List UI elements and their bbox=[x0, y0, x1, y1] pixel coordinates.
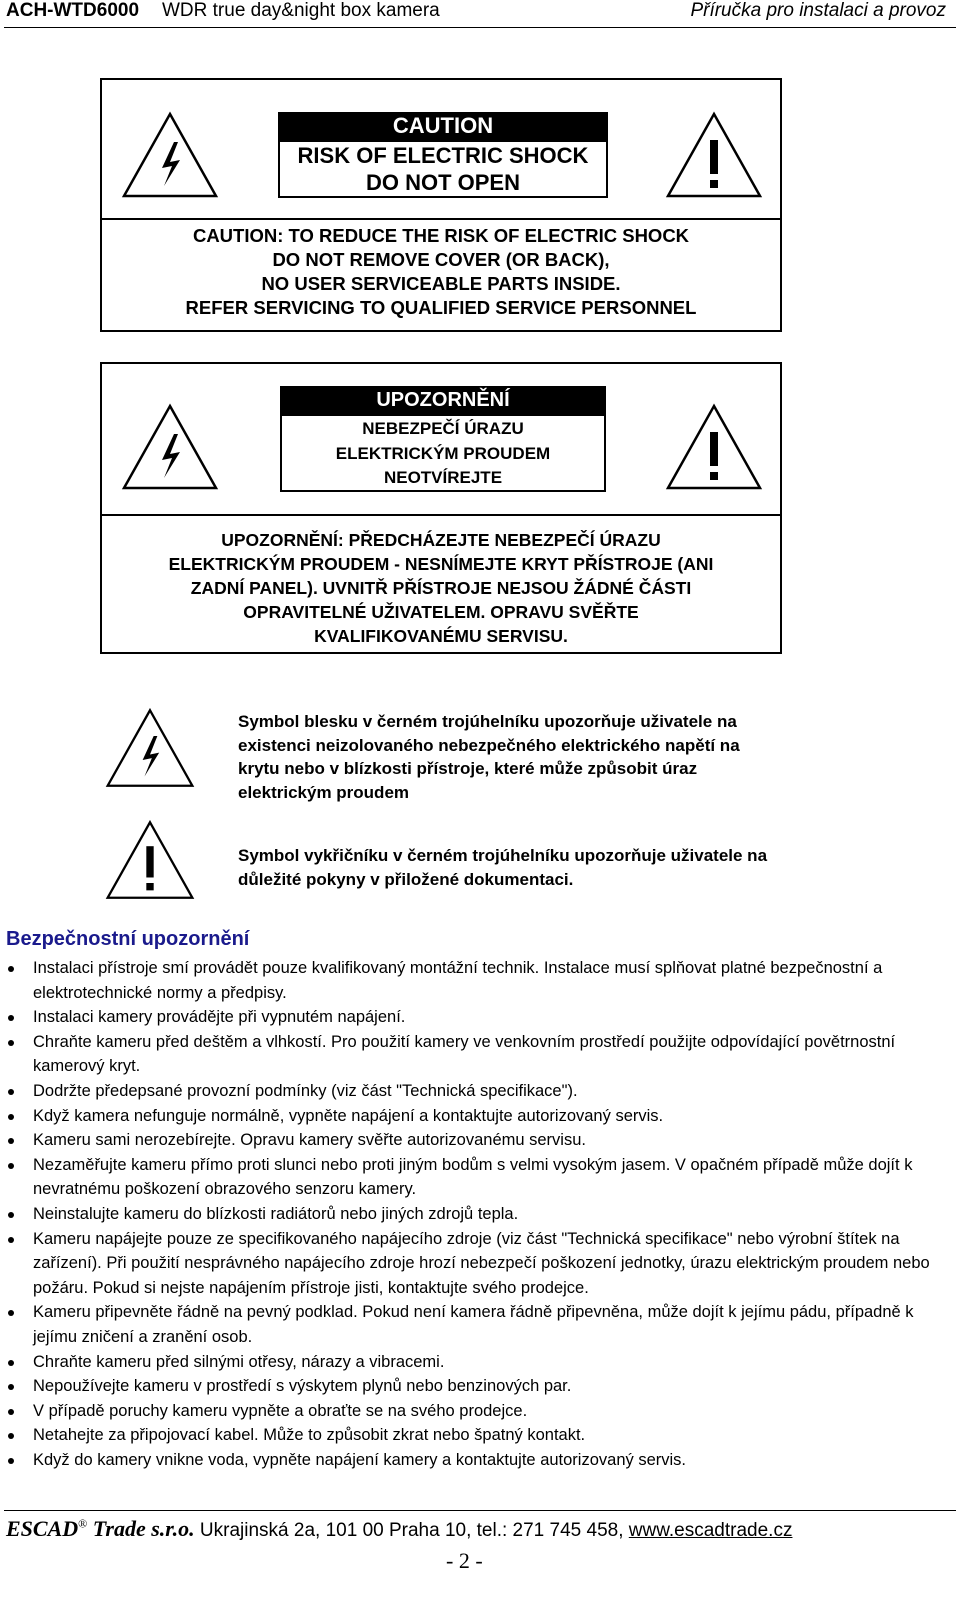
exclamation-symbol-explanation bbox=[238, 844, 767, 891]
safety-item: Kameru napájejte pouze ze specifikovaného napájecího zdroje (viz část "Technická specifikace" nebo výrobní štítek na zařízení). Při použití nesprávného napájecího zdroje hrozí nebezpečí poškození jednotky, úrazu elektrickým proudem nebo požáru. Pokud si nejste napájením přístroje jisti, kontaktujte svého prodejce. bbox=[6, 1227, 936, 1301]
lightning-warning-icon bbox=[120, 110, 220, 200]
exclamation-warning-icon bbox=[664, 402, 764, 492]
page-number: - 2 - bbox=[446, 1548, 483, 1573]
exclamation-warning-icon bbox=[104, 818, 196, 902]
caution-label-en-line: RISK OF ELECTRIC SHOCK bbox=[297, 143, 589, 168]
caution-text-en-line: DO NOT REMOVE COVER (OR BACK), bbox=[272, 249, 610, 270]
lightning-warning-icon bbox=[104, 706, 196, 790]
safety-item: Instalaci kamery provádějte při vypnutém napájení. bbox=[6, 1005, 936, 1030]
caution-text-cz-line: UPOZORNĚNÍ: PŘEDCHÁZEJTE NEBEZPEČÍ ÚRAZU bbox=[221, 530, 661, 550]
safety-item: V případě poruchy kameru vypněte a obraťte se na svého prodejce. bbox=[6, 1399, 936, 1424]
safety-item: Když kamera nefunguje normálně, vypněte napájení a kontaktujte autorizovaný servis. bbox=[6, 1104, 936, 1129]
header-rule bbox=[4, 27, 956, 28]
safety-item: Nepoužívejte kameru v prostředí s výskytem plynů nebo benzinových par. bbox=[6, 1374, 936, 1399]
safety-item: Dodržte předepsané provozní podmínky (viz část "Technická specifikace"). bbox=[6, 1079, 936, 1104]
caution-text-cz bbox=[102, 528, 780, 648]
safety-item: Chraňte kameru před deštěm a vlhkostí. Pro použití kamery ve venkovním prostředí použijte odpovídající povětrnostní kamerový kryt. bbox=[6, 1030, 936, 1079]
footer-brand: ESCAD® Trade s.r.o. bbox=[6, 1516, 195, 1541]
header-manual-title: Příručka pro instalaci a provoz bbox=[690, 0, 946, 21]
exclamation-symbol-line: Symbol vykřičníku v černém trojúhelníku upozorňuje uživatele na bbox=[238, 846, 768, 865]
lightning-symbol-line: Symbol blesku v černém trojúhelníku upozorňuje uživatele na bbox=[238, 712, 737, 731]
caution-box-en bbox=[100, 78, 782, 332]
page-header bbox=[0, 0, 960, 26]
page-footer bbox=[6, 1516, 792, 1542]
caution-text-cz-line: OPRAVITELNÉ UŽIVATELEM. OPRAVU SVĚŘTE bbox=[243, 602, 639, 622]
footer-address: Ukrajinská 2a, 101 00 Praha 10, tel.: 271 745 458, bbox=[199, 1520, 624, 1541]
caution-label-en-title: CAUTION bbox=[392, 113, 494, 138]
caution-box-cz bbox=[100, 362, 782, 654]
header-description: WDR true day&night box kamera bbox=[162, 0, 440, 21]
caution-label-en-line: DO NOT OPEN bbox=[365, 170, 520, 195]
exclamation-symbol-line: důležité pokyny v přiložené dokumentaci. bbox=[238, 869, 574, 889]
safety-item: Netahejte za připojovací kabel. Může to způsobit zkrat nebo špatný kontakt. bbox=[6, 1423, 936, 1448]
caution-label-cz-line: NEOTVÍREJTE bbox=[383, 468, 503, 487]
footer-rule bbox=[4, 1510, 956, 1511]
safety-item: Kameru připevněte řádně na pevný podklad. Pokud není kamera řádně připevněna, může dojít k jejímu pádu, případně k jejímu zničení a zranění osob. bbox=[6, 1300, 936, 1349]
caution-label-cz-line: NEBEZPEČÍ ÚRAZU bbox=[362, 419, 524, 438]
lightning-symbol-explanation bbox=[238, 710, 740, 804]
caution-text-en-line: CAUTION: TO REDUCE THE RISK OF ELECTRIC SHOCK bbox=[192, 225, 690, 246]
safety-list bbox=[6, 956, 936, 1472]
caution-label-en bbox=[278, 112, 608, 198]
exclamation-warning-icon bbox=[664, 110, 764, 200]
safety-item: Nezaměřujte kameru přímo proti slunci nebo proti jiným bodům s velmi vysokým jasem. V opačném případě může dojít k nevratnému poškození obrazového senzoru kamery. bbox=[6, 1153, 936, 1202]
header-model: ACH-WTD6000 bbox=[6, 0, 140, 21]
registered-mark: ® bbox=[78, 1516, 88, 1531]
caution-text-cz-line: ELEKTRICKÝM PROUDEM - NESNÍMEJTE KRYT PŘÍSTROJE (ANI bbox=[168, 554, 714, 574]
caution-text-cz-line: ZADNÍ PANEL). UVNITŘ PŘÍSTROJE NEJSOU ŽÁDNÉ ČÁSTI bbox=[190, 578, 692, 598]
safety-item: Kameru sami nerozebírejte. Opravu kamery svěřte autorizovanému servisu. bbox=[6, 1128, 936, 1153]
footer-website-link[interactable]: www.escadtrade.cz bbox=[628, 1520, 793, 1541]
caution-label-cz-title: UPOZORNĚNÍ bbox=[376, 389, 510, 411]
safety-title: Bezpečnostní upozornění bbox=[6, 928, 250, 950]
caution-text-en-line: REFER SERVICING TO QUALIFIED SERVICE PERSONNEL bbox=[185, 297, 697, 318]
lightning-symbol-line: elektrickým proudem bbox=[238, 782, 410, 802]
caution-label-cz bbox=[280, 386, 606, 492]
caution-text-en bbox=[102, 224, 780, 320]
safety-item: Chraňte kameru před silnými otřesy, nárazy a vibracemi. bbox=[6, 1350, 936, 1375]
caution-label-cz-line: ELEKTRICKÝM PROUDEM bbox=[335, 444, 551, 463]
lightning-warning-icon bbox=[120, 402, 220, 492]
lightning-symbol-line: existenci neizolovaného nebezpečného elektrického napětí na bbox=[238, 735, 740, 755]
caution-text-en-line: NO USER SERVICEABLE PARTS INSIDE. bbox=[261, 273, 621, 294]
lightning-symbol-line: krytu nebo v blízkosti přístroje, které může způsobit úraz bbox=[238, 759, 698, 778]
safety-item: Když do kamery vnikne voda, vypněte napájení kamery a kontaktujte autorizovaný servis. bbox=[6, 1448, 936, 1473]
safety-item: Neinstalujte kameru do blízkosti radiátorů nebo jiných zdrojů tepla. bbox=[6, 1202, 936, 1227]
caution-text-cz-line: KVALIFIKOVANÉMU SERVISU. bbox=[314, 626, 568, 646]
safety-item: Instalaci přístroje smí provádět pouze kvalifikovaný montážní technik. Instalace musí splňovat platné bezpečnostní a elektrotechnické normy a předpisy. bbox=[6, 956, 936, 1005]
